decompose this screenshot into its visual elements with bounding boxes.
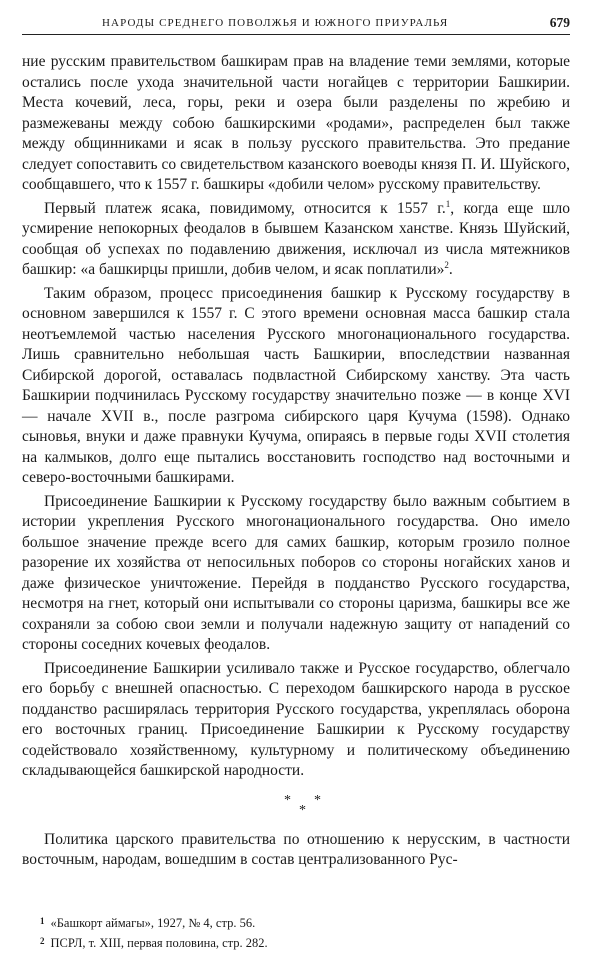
footnote-number: 2 — [40, 936, 45, 946]
footnote-number: 1 — [40, 916, 45, 926]
main-text — [22, 52, 570, 874]
page-number: 679 — [549, 15, 570, 30]
footnote-ref-2: 2 — [444, 260, 449, 270]
paragraph-2-part-b: , когда еще шло усмирение непокорных феодалов в бывшем Казанском ханстве. Князь Шуйский, сообщая об успехах по подавлению движения, исключал из числа мятежников башкир: «а башкирцы пришли, добив челом, и ясак поплатили» — [22, 199, 570, 278]
paragraph-3: Таким образом, процесс присоединения башкир к Русскому государству в основном завершился к 1557 г. С этого времени основная масса башкир стала неотъемлемой частью населения Русского многонационального государства. Лишь сравнительно небольшая часть Башкирии, впоследствии названная Сибирской дорогой, оставалась подвластной Сибирскому ханству. Эта часть Башкирии подчинилась Русскому государству значительно позже — в конце XVI — начале XVII в., после разгрома сибирского царя Кучума (1598). Однако сыновья, внуки и даже правнуки Кучума, опираясь в первые годы XVII столетия на калмыков, долго еще пытались восстановить господство над восточными и северо-восточными башкирами. — [22, 284, 570, 486]
paragraph-2 — [22, 199, 570, 281]
paragraph-2-part-a: Первый платеж ясака, повидимому, относится к 1557 г. — [44, 199, 446, 217]
section-separator — [22, 790, 570, 820]
footnote-1 — [40, 912, 560, 932]
separator-star: * — [284, 792, 291, 808]
footnote-ref-1: 1 — [445, 198, 451, 209]
footnotes — [40, 912, 560, 952]
paragraph-5: Присоединение Башкирии усиливало также и Русское государство, облегчало его борьбу с внешней опасностью. С переходом башкирского народа в русское подданство расширялась территория Русского государства, укреплялась оборона его восточных границ. Присоединение Башкирии к Русскому государству содействовало хозяйственному, культурному и политическому объединению складывающейся башкирской народности. — [22, 659, 570, 779]
footnote-text: «Башкорт аймагы», 1927, № 4, стр. 56. — [50, 916, 256, 930]
separator-star: * — [314, 792, 321, 808]
footnote-text: ПСРЛ, т. XIII, первая половина, стр. 282. — [50, 936, 268, 950]
footnote-2 — [40, 932, 560, 952]
paragraph-2-part-c: . — [448, 261, 453, 278]
paragraph-1: ние русским правительством башкирам прав на владение теми землями, которые остались после ухода значительной части ногайцев с территории Башкирии. Места кочевий, леса, горы, реки и озера были разделены по жребию и размежеваны между собою башкирскими «родами», распределен был также между общинниками и ясак в пользу русского правительства. Это предание следует сопоставить со свидетельством казанского воеводы князя П. И. Шуйского, сообщавшего, что к 1557 г. башкиры «добили челом» русскому правительству. — [22, 53, 570, 193]
separator-star: * — [299, 802, 306, 818]
paragraph-6: Политика царского правительства по отношению к нерусским, в частности восточным, народам, вошедшим в состав централизованного Рус- — [22, 830, 570, 868]
running-head: НАРОДЫ СРЕДНЕГО ПОВОЛЖЬЯ И ЮЖНОГО ПРИУРАЛЬЯ — [102, 17, 449, 29]
paragraph-4: Присоединение Башкирии к Русскому государству было важным событием в истории укрепления Русского многонационального государства. Оно имело большое значение прежде всего для самих башкир, которым грозило полное разорение их хозяйства от непосильных поборов со стороны ногайских ханов и даже физическое уничтожение. Перейдя в подданство Русского государства, несмотря на гнет, который они испытывали со стороны царизма, башкиры все же сохраняли за собою свои земли и получали надежную защиту от нападений со стороны соседних кочевых феодалов. — [22, 492, 570, 653]
page-header — [22, 8, 570, 35]
